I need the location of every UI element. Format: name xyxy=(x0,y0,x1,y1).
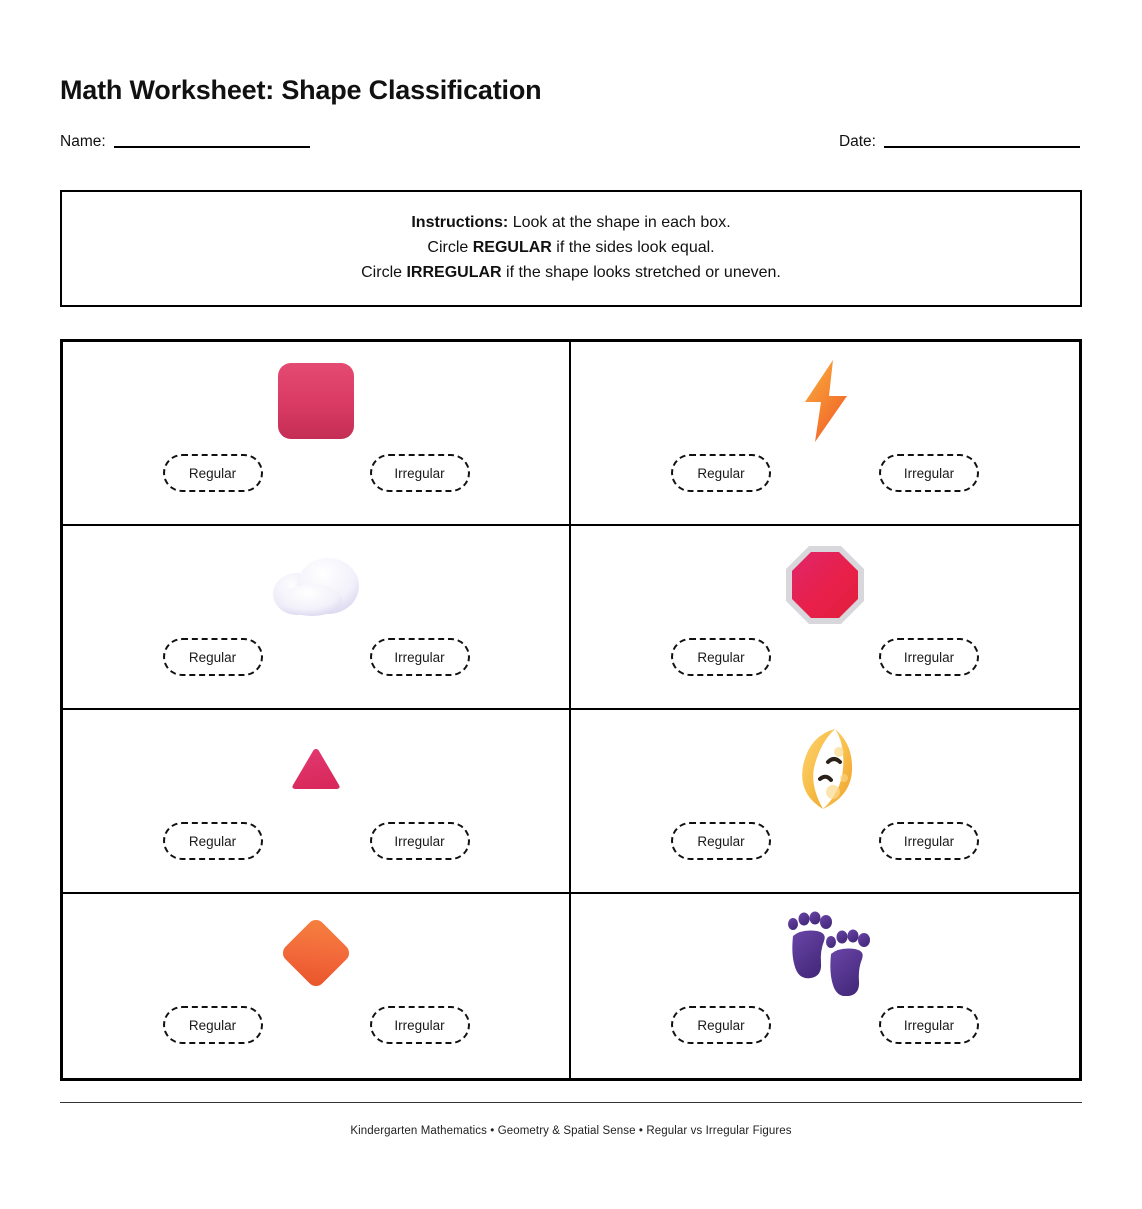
name-label: Name: xyxy=(60,132,106,150)
question-cell-8 xyxy=(571,894,1079,1078)
option-regular-7[interactable]: Regular xyxy=(163,1006,263,1044)
option-regular-4[interactable]: Regular xyxy=(671,638,771,676)
question-cell-2 xyxy=(571,342,1079,526)
shape-slot-5 xyxy=(63,710,569,822)
instructions-box xyxy=(60,190,1082,308)
instructions-line-3-post: if the shape looks stretched or uneven. xyxy=(501,264,781,282)
crescent-moon-icon xyxy=(789,726,861,812)
footprints-icon xyxy=(777,910,873,996)
option-regular-2[interactable]: Regular xyxy=(671,454,771,492)
question-cell-4 xyxy=(571,526,1079,710)
option-irregular-2[interactable]: Irregular xyxy=(879,454,979,492)
option-irregular-7[interactable]: Irregular xyxy=(370,1006,470,1044)
option-regular-3[interactable]: Regular xyxy=(163,638,263,676)
option-irregular-4[interactable]: Irregular xyxy=(879,638,979,676)
shape-slot-2 xyxy=(571,342,1079,454)
triangle-icon xyxy=(289,745,343,793)
name-field[interactable] xyxy=(60,133,310,152)
question-cell-1 xyxy=(63,342,571,526)
option-regular-6[interactable]: Regular xyxy=(671,822,771,860)
instructions-line-2-pre: Circle xyxy=(427,238,473,256)
regular-keyword: REGULAR xyxy=(472,238,552,256)
irregular-keyword: IRREGULAR xyxy=(406,264,502,282)
name-write-line[interactable] xyxy=(114,146,310,148)
shape-slot-8 xyxy=(571,894,1079,1006)
cloud-icon xyxy=(270,552,362,618)
instructions-label: Instructions: xyxy=(411,213,509,231)
option-irregular-1[interactable]: Irregular xyxy=(370,454,470,492)
options-row-8 xyxy=(571,1006,1079,1044)
date-write-line[interactable] xyxy=(884,146,1080,148)
name-date-row xyxy=(60,133,1082,152)
rounded-square-icon xyxy=(274,359,358,443)
option-regular-8[interactable]: Regular xyxy=(671,1006,771,1044)
high-voltage-icon xyxy=(795,358,855,444)
option-irregular-5[interactable]: Irregular xyxy=(370,822,470,860)
footer-text: Kindergarten Mathematics • Geometry & Spatial Sense • Regular vs Irregular Figures xyxy=(350,1125,792,1137)
footer-divider xyxy=(60,1102,1082,1103)
footer xyxy=(60,1102,1082,1137)
date-label: Date: xyxy=(838,132,876,150)
option-irregular-3[interactable]: Irregular xyxy=(370,638,470,676)
shape-slot-1 xyxy=(63,342,569,454)
option-regular-5[interactable]: Regular xyxy=(163,822,263,860)
shape-slot-6 xyxy=(571,710,1079,822)
diamond-icon xyxy=(272,909,360,997)
options-row-1 xyxy=(63,454,569,492)
shape-slot-3 xyxy=(63,526,569,638)
question-cell-3 xyxy=(63,526,571,710)
shape-slot-7 xyxy=(63,894,569,1006)
question-cell-6 xyxy=(571,710,1079,894)
question-cell-7 xyxy=(63,894,571,1078)
instructions-line-1-text: Look at the shape in each box. xyxy=(508,213,731,231)
option-irregular-6[interactable]: Irregular xyxy=(879,822,979,860)
options-row-4 xyxy=(571,638,1079,676)
option-regular-1[interactable]: Regular xyxy=(163,454,263,492)
instructions-line-1 xyxy=(82,210,1060,235)
date-field[interactable] xyxy=(839,133,1080,152)
instructions-line-3 xyxy=(82,260,1060,285)
shape-slot-4 xyxy=(571,526,1079,638)
question-cell-5 xyxy=(63,710,571,894)
shape-grid xyxy=(60,339,1082,1081)
option-irregular-8[interactable]: Irregular xyxy=(879,1006,979,1044)
options-row-2 xyxy=(571,454,1079,492)
options-row-5 xyxy=(63,822,569,860)
options-row-6 xyxy=(571,822,1079,860)
options-row-7 xyxy=(63,1006,569,1044)
instructions-line-2-post: if the sides look equal. xyxy=(551,238,715,256)
instructions-line-2 xyxy=(82,235,1060,260)
octagon-stop-icon xyxy=(783,543,867,627)
options-row-3 xyxy=(63,638,569,676)
instructions-line-3-pre: Circle xyxy=(361,264,407,282)
page-title: Math Worksheet: Shape Classification xyxy=(60,75,542,105)
